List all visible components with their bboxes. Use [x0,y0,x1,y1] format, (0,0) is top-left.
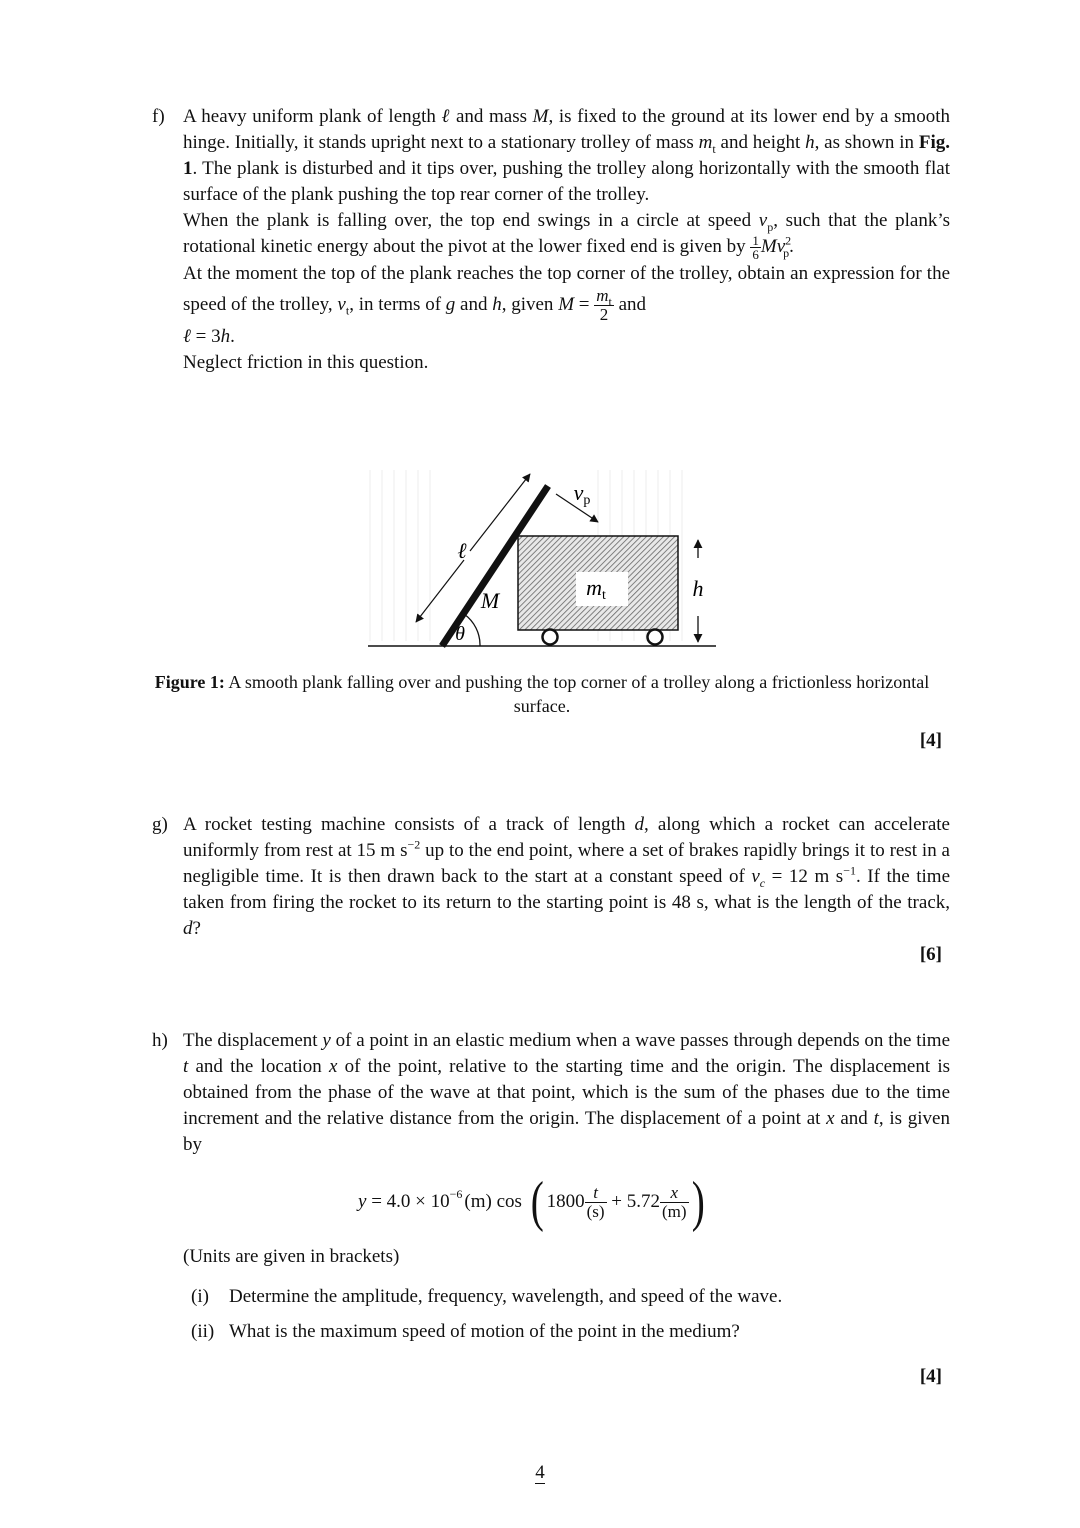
plank-mass-label: M [480,588,500,613]
fraction-t-over-s: $\frac{t}{(s)}$ [586,1182,605,1221]
question-f-label: f) [152,106,165,127]
question-h-body: The displacement y of a point in an elastic medium when a wave passes through depends on the time t and the location x of the point, relative to the starting time and the origin. The displacement is obtained from the phase of the wave at that point, which is the sum of the phases due to the time increment and the relative distance from the origin. The displacement of a point at x and t, is given by [183,1030,951,1155]
question-f-para-4: Neglect friction in this question. [183,352,429,374]
page-number: 4 [535,1462,545,1483]
question-h-continued [152,1244,950,1354]
question-h-subparts [191,1284,950,1345]
question-f-body [183,104,950,376]
trolley-wheel-left [543,630,558,645]
question-h-label: h) [152,1030,168,1051]
question-f-para-2: When the plank is falling over, the top end swings in a circle at speed $v_p$, such that the plank’s rotational kinetic energy about the pivot at the lower fixed end is given by $\frac{1}{6}$ $Mv^2_p$. [183,210,950,263]
question-f-para-1: A heavy uniform plank of length ℓ and mass M, is fixed to the ground at its lower end by a smooth hinge. Initially, it stands upright next to a stationary trolley of mass $m_t$ and height h, as shown in Fig. 1. The plank is disturbed and it tips over, pushing the trolley along horizontally with the smooth flat surface of the plank pushing the top rear corner of the trolley. [183,106,950,205]
question-g [152,812,950,942]
question-h [152,1028,950,1158]
question-g-marks-row [152,942,950,968]
question-f-marks: [4] [919,730,942,751]
question-g-body: A rocket testing machine consists of a track of length d, along which a rocket can accelerate uniformly from rest at 15 m $s^{-2}$ up to the end point, where a set of brakes rapidly brings it to rest in a negligible time. It is then drawn back to the start at a constant speed of $v_c = 12$ m $s^{-1}$. If the time taken from firing the rocket to its return to the starting point is 48 s, what is the length of the track, d? [183,814,951,939]
question-f-para-3: At the moment the top of the plank reaches the top corner of the trolley, obtain an expression for the speed of the trolley, $v_t$, in terms of g and h, given M = $\frac{m_t}{2}$ and ℓ = 3h. [183,263,950,348]
figure-reference: Fig. 1 [183,132,950,179]
wave-equation: y = 4.0 × 10 $^{-6}$ (m) cos ( 1800 $\frac{t}{(s)}$ + 5.72 $\frac{x}{(m)}$ ) [358,1171,705,1233]
plank-length-label: ℓ [457,538,467,563]
figure-1 [360,466,720,662]
fraction-one-sixth: $\frac{1}{6}$ [752,233,759,263]
subpart-ii: (ii) What is the maximum speed of motion of the point in the medium? [191,1321,740,1342]
figure-1-diagram [360,466,720,662]
question-f [152,104,950,376]
question-f-marks-row [152,728,950,754]
angle-arc [464,614,480,646]
question-h-marks: [4] [919,1366,942,1387]
figure-1-caption: Figure 1: A smooth plank falling over and pushing the top corner of a trolley along a frictionless horizontal surface. [154,672,930,716]
length-arrow-down [416,560,464,622]
velocity-label: vp [573,480,591,508]
units-note: (Units are given in brackets) [183,1246,400,1267]
trolley-wheel-right [648,630,663,645]
equation-open-paren: ( [530,1171,544,1233]
question-g-marks: [6] [919,944,942,965]
question-h-marks-row [152,1364,950,1390]
subpart-i: (i) Determine the amplitude, frequency, wavelength, and speed of the wave. [191,1286,783,1307]
height-label: h [692,576,704,601]
equation-close-paren: ) [691,1171,705,1233]
question-g-label: g) [152,814,168,835]
fraction-x-over-m: $\frac{x}{(m)}$ [662,1182,687,1221]
trolley-mass-label: mt [586,575,606,603]
fraction-mt-over-2: $\frac{m_t}{2}$ [596,286,612,325]
angle-theta-label: θ [455,623,465,645]
